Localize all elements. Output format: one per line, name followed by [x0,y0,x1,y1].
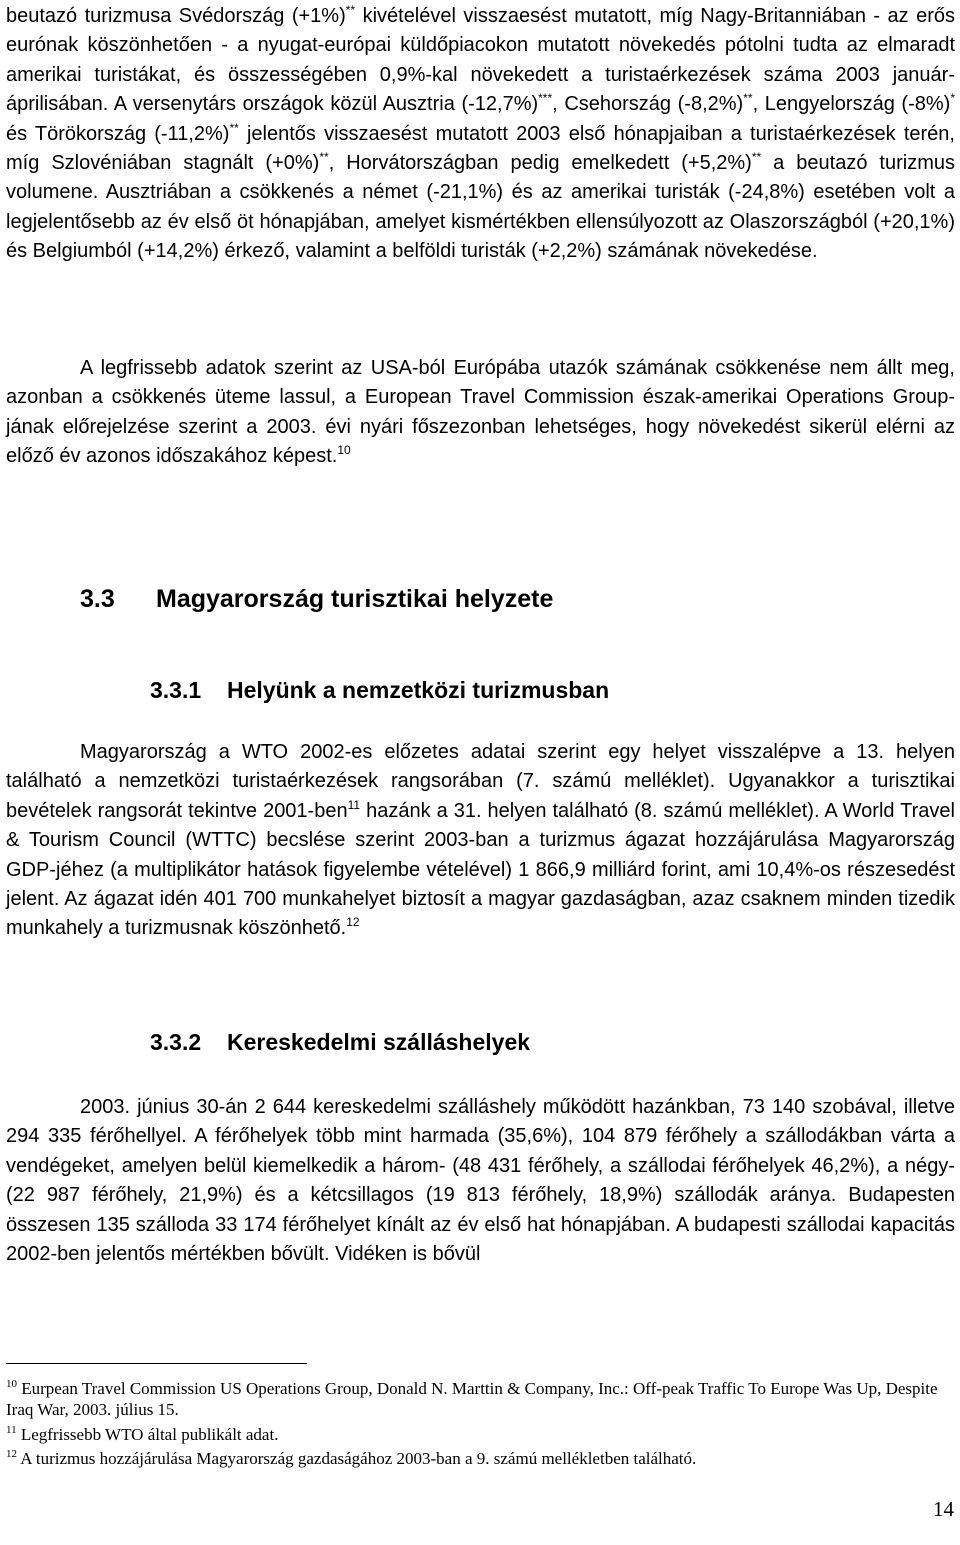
footnote-number: 11 [6,1424,17,1436]
text: és Törökország (-11,2%) [6,122,230,145]
section-number: 3.3 [80,585,115,613]
significance-mark: * [950,91,955,106]
footnote-number: 10 [6,1378,17,1390]
paragraph-competitors [6,2,955,267]
text: jelentős visszaesést mutatott 2003 első hónapjaiban a turistaérkezések terén, míg Szlovéniában stagnált (+0%) [6,122,955,175]
text: a beutazó turizmus volumene. Ausztriában a csökkenés a német (-21,1%) és az amerikai turisták (-24,8%) esetében volt a legjelentősebb az év első öt hónapjában, amelyet kismértékben ellensúlyozott az Olaszországból (+20,1%) és Belgiumból (+14,2%) érkező, valamint a belföldi turisták (+2,2%) számának növekedése. [6,152,955,263]
significance-mark: ** [751,150,762,165]
significance-mark: *** [538,91,553,106]
paragraph-usa [6,354,955,472]
footnote-text: Eurpean Travel Commission US Operations Group, Donald N. Marttin & Company, Inc.: Off-peak Traffic To Europe Was Up, Despite Iraq War, 2003. július 15. [6,1379,938,1419]
section-title: Magyarország turisztikai helyzete [156,585,554,613]
footnote-10 [6,1378,955,1420]
page-number: 14 [933,1497,954,1521]
text: A versenytárs országok közül Ausztria (-12,7%) [108,93,539,116]
footnote-text: Legfrissebb WTO által publikált adat. [16,1425,279,1444]
footnote-text: A turizmus hozzájárulása Magyarország gazdaságához 2003-ban a 9. számú mellékletben található. [17,1449,697,1468]
text: A legfrissebb adatok szerint az USA-ból Európába utazók számának csökkenése nem állt meg, azonban a csökkenés üteme lassul, a European Travel Commission észak-amerikai Operations Group-jának előrejelzése szerint a 2003. évi nyári főszezonban lehetséges, hogy növekedést sikerül elérni az előző év azonos időszakához képest. [6,357,955,468]
significance-mark: ** [743,91,753,106]
footnote-separator [6,1363,307,1364]
section-heading-3-3 [80,581,553,617]
text: beutazó turizmusa Svédország (+1%) [6,5,346,27]
text: , Lengyelország (-8%) [752,93,951,116]
footnote-11 [6,1424,955,1445]
section-title: Kereskedelmi szálláshelyek [227,1029,531,1055]
footnote-number: 12 [6,1448,17,1460]
footnote-ref: 12 [346,915,360,930]
paragraph-accommodation [6,1093,955,1269]
text: , Horvátországban pedig emelkedett (+5,2%) [328,152,752,175]
section-heading-3-3-2 [150,1026,530,1058]
section-number: 3.3.1 [150,677,202,703]
footnote-ref: 10 [337,443,351,458]
section-heading-3-3-1 [150,674,609,706]
text: 2003. június 30-án 2 644 kereskedelmi szálláshely működött hazánkban, 73 140 szobával, illetve 294 335 férőhellyel. A férőhelyek több mint harmada (35,6%), 104 879 férőhely a szállodákban várta a vendégeket, amelyen belül kiemelkedik a három- (48 431 férőhely, a szállodai férőhelyek 46,2%), a négy- (22 987 férőhely, 21,9%) és a kétcsillagos (19 813 férőhely, 18,9%) szállodák aránya. Budapesten összesen 135 szálloda 33 174 férőhelyet kínált az év első hat hónapjában. A budapesti szállodai kapacitás 2002-ben jelentős mértékben bővült. Vidéken is bővül [6,1096,955,1266]
significance-mark: ** [345,3,356,17]
text: kivételével visszaesést mutatott, míg Nagy-Britanniában - az erős eurónak köszönhetően - a nyugat-európai küldőpiacokon mutatott növekedés pótolni tudta az elmaradt amerikai turistákat, és összességében 0,9%-kal növekedett a turistaérkezések száma 2003 január-áprilisában. [6,5,955,116]
section-title: Helyünk a nemzetközi turizmusban [227,677,610,703]
section-number: 3.3.2 [150,1029,202,1055]
text: hazánk a 31. helyen található (8. számú melléklet). A World Travel & Tourism Council (WTTC) becslése szerint 2003-ban a turizmus ágazat hozzájárulása Magyarország GDP-jéhez (a multiplikátor hatások figyelembe vételével) 1 866,9 milliárd forint, ami 10,4%-os részesedést jelent. Az ágazat idén 401 700 munkahelyet biztosít a magyar gazdaságban, azaz csaknem minden tizedik munkahely a turizmusnak köszönhető. [6,799,955,940]
paragraph-international-ranking [6,738,955,944]
text: Magyarország a WTO 2002-es előzetes adatai szerint egy helyet visszalépve a 13. helyen található a nemzetközi turistaérkezések rangsorában (7. számú melléklet). Ugyanakkor a turisztikai bevételek rangsorát tekintve 2001-ben [6,741,955,822]
significance-mark: ** [319,150,329,165]
footnote-12 [6,1448,955,1469]
significance-mark: ** [229,120,239,135]
footnote-ref: 11 [347,797,361,812]
text: , Csehország (-8,2%) [552,93,744,116]
